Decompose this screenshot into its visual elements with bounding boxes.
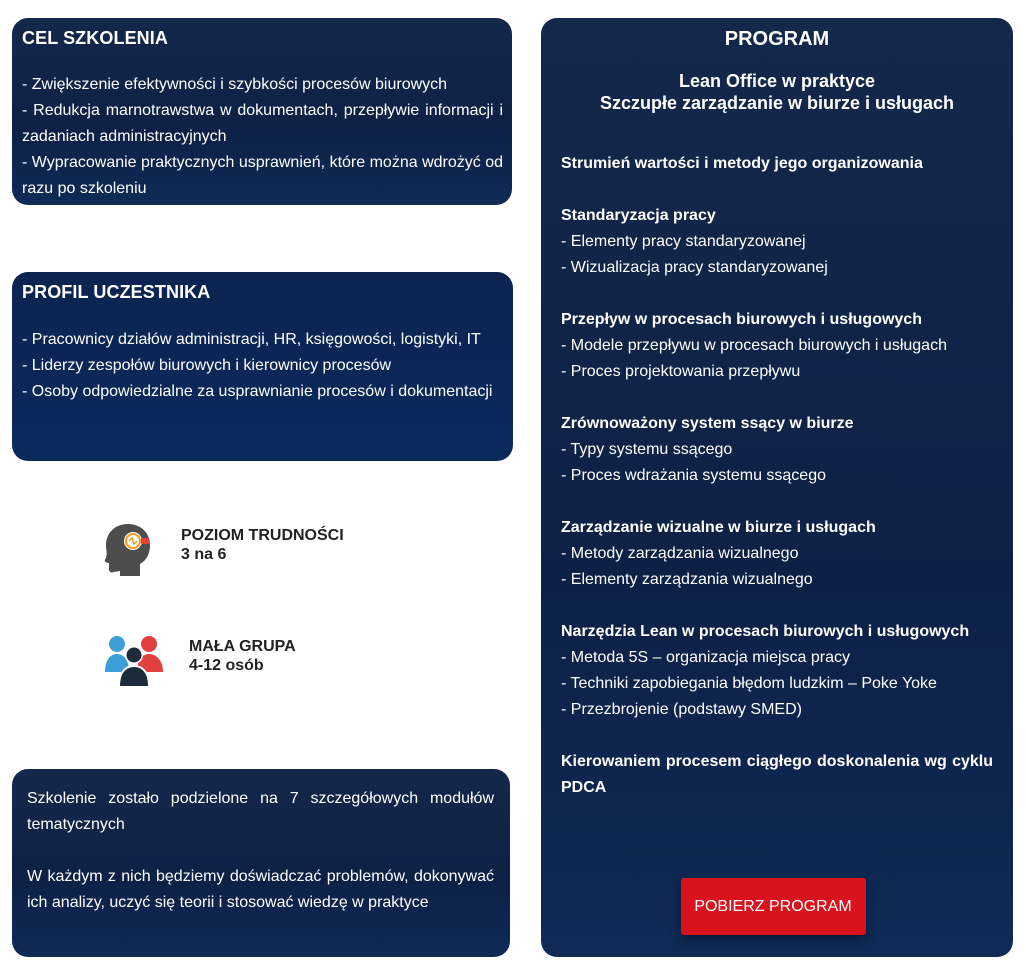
program-section-item: - Elementy pracy standaryzowanej	[561, 233, 806, 250]
training-goal-title: CEL SZKOLENIA	[22, 28, 168, 48]
program-section	[561, 151, 993, 177]
difficulty-info	[181, 526, 344, 564]
people-group-icon	[103, 632, 167, 686]
program-section-item: - Elementy zarządzania wizualnego	[561, 571, 813, 588]
program-section-item: - Modele przepływu w procesach biurowych i usługach	[561, 337, 947, 354]
program-section	[561, 411, 993, 489]
program-section	[561, 307, 993, 385]
program-section-heading: Standaryzacja pracy	[561, 207, 716, 224]
program-card	[541, 18, 1013, 957]
difficulty-value: 3 na 6	[181, 546, 227, 563]
participant-profile-line: - Osoby odpowiedzialne za usprawnianie procesów i dokumentacji	[22, 383, 493, 400]
program-subtitle: Lean Office w praktyce	[678, 71, 876, 91]
training-goal-line: - Wypracowanie praktycznych usprawnień, które można wdrożyć od razu po szkoleniu	[22, 154, 503, 197]
program-title: PROGRAM	[724, 28, 830, 50]
program-section-item: - Proces wdrażania systemu ssącego	[561, 467, 826, 484]
program-section-heading: Zrównoważony system ssący w biurze	[561, 415, 854, 432]
training-info-paragraph: W każdym z nich będziemy doświadczać problemów, dokonywać ich analizy, uczyć się teorii i stosować wiedzę w praktyce	[27, 868, 494, 911]
program-section	[561, 619, 993, 723]
program-section	[561, 203, 993, 281]
training-info-paragraph: Szkolenie zostało podzielone na 7 szczegółowych modułów tematycznych	[27, 790, 494, 833]
program-section	[561, 515, 993, 593]
program-section-heading: Narzędzia Lean w procesach biurowych i usługowych	[561, 623, 970, 640]
program-section-heading: Przepływ w procesach biurowych i usługowych	[561, 311, 922, 328]
participant-profile-card	[12, 272, 513, 461]
program-section-item: - Metody zarządzania wizualnego	[561, 545, 799, 562]
head-lightbulb-icon	[100, 520, 156, 576]
participant-profile-line: - Liderzy zespołów biurowych i kierownicy procesów	[22, 357, 392, 374]
program-section-heading: Strumień wartości i metody jego organizowania	[561, 155, 923, 172]
training-goal-line: - Zwiększenie efektywności i szybkości procesów biurowych	[22, 76, 448, 93]
download-program-button[interactable]: POBIERZ PROGRAM	[681, 878, 866, 935]
participant-profile-line: - Pracownicy działów administracji, HR, księgowości, logistyki, IT	[22, 331, 481, 348]
participant-profile-title: PROFIL UCZESTNIKA	[22, 282, 211, 302]
program-section-item: - Techniki zapobiegania błędom ludzkim – Poke Yoke	[561, 675, 937, 692]
program-section-heading: Zarządzanie wizualne w biurze i usługach	[561, 519, 876, 536]
group-value: 4-12 osób	[189, 657, 264, 674]
group-info	[189, 637, 296, 675]
program-section-item: - Wizualizacja pracy standaryzowanej	[561, 259, 828, 276]
program-section-heading: Kierowaniem procesem ciągłego doskonalenia wg cyklu PDCA	[561, 753, 993, 796]
training-goal-card	[12, 18, 512, 205]
program-section-item: - Typy systemu ssącego	[561, 441, 733, 458]
program-subtitle: Szczupłe zarządzanie w biurze i usługach	[599, 93, 955, 113]
group-label: MAŁA GRUPA	[189, 638, 296, 655]
program-section-item: - Przezbrojenie (podstawy SMED)	[561, 701, 802, 718]
program-section-item: - Metoda 5S – organizacja miejsca pracy	[561, 649, 851, 666]
difficulty-label: POZIOM TRUDNOŚCI	[181, 527, 344, 544]
training-goal-line: - Redukcja marnotrawstwa w dokumentach, przepływie informacji i zadaniach administracyjnych	[22, 102, 503, 145]
training-info-card	[12, 769, 510, 957]
program-section	[561, 749, 993, 801]
program-section-item: - Proces projektowania przepływu	[561, 363, 801, 380]
